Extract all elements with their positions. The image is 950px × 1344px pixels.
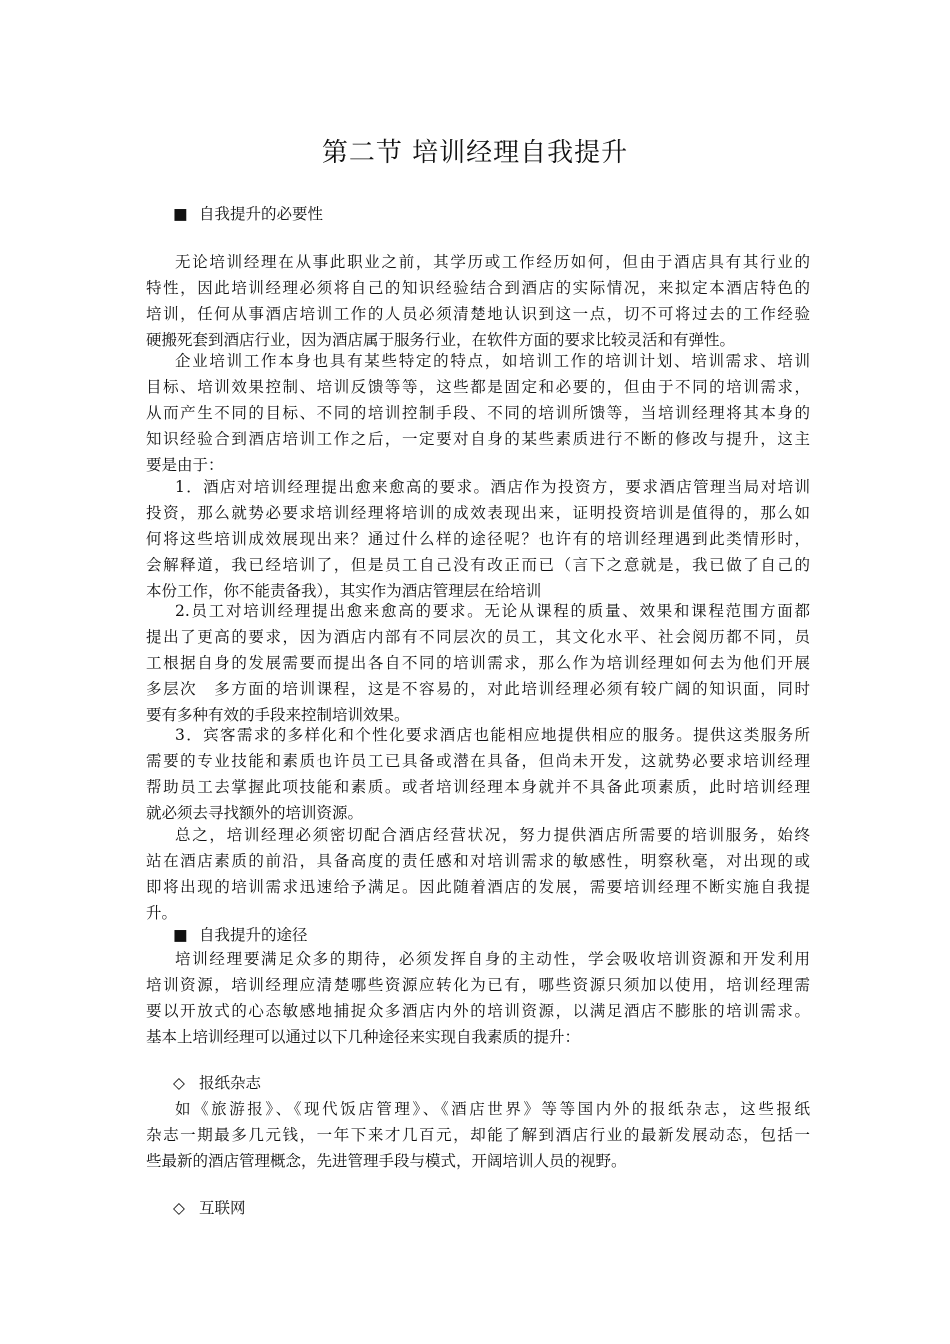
text-line: 帮助员工去掌握此项技能和素质。或者培训经理本身就并不具备此项素质，此时培训经理 [146,778,810,796]
text-line: 需要的专业技能和素质也许员工已具备或潜在具备，但尚未开发，这就势必要求培训经理 [146,752,810,770]
text-line: 即将出现的培训需求迅速给予满足。因此随着酒店的发展，需要培训经理不断实施自我提 [146,878,810,896]
square-bullet-icon: ■ [173,926,188,944]
subsection-heading-text: 报纸杂志 [199,1074,262,1092]
text-line: 要有多种有效的手段来控制培训效果。 [146,706,410,724]
text-line: 提出了更高的要求，因为酒店内部有不同层次的员工，其文化水平、社会阅历都不同，员 [146,628,810,646]
text-line: 无论培训经理在从事此职业之前，其学历或工作经历如何，但由于酒店具有其行业的 [175,253,810,271]
paragraph-3 [146,474,810,604]
text-line: 3．宾客需求的多样化和个性化要求酒店也能相应地提供相应的服务。提供这类服务所 [175,726,810,744]
section-heading-approaches [173,922,308,948]
text-line: 特性，因此培训经理必须将自己的知识经验结合到酒店的实际情况，来拟定本酒店特色的 [146,279,810,297]
text-line: 企业培训工作本身也具有某些特定的特点，如培训工作的培训计划、培训需求、培训 [175,352,810,370]
diamond-bullet-icon: ◇ [173,1199,185,1217]
text-line: 目标、培训效果控制、培训反馈等等，这些都是固定和必要的，但由于不同的培训需求， [146,378,810,396]
text-line: 本份工作，你不能责备我），其实作为酒店管理层在给培训 [146,582,542,600]
paragraph-1 [146,249,810,353]
paragraph-6 [146,822,810,926]
text-line: 从而产生不同的目标、不同的培训控制手段、不同的培训所馈等，当培训经理将其本身的 [146,404,810,422]
text-line: 会解释道，我已经培训了，但是员工自己没有改正而已（言下之意就是，我已做了自己的 [146,556,810,574]
text-line: 总之，培训经理必须密切配合酒店经营状况，努力提供酒店所需要的培训服务，始终 [175,826,810,844]
text-line: 基本上培训经理可以通过以下几种途径来实现自我素质的提升： [146,1028,581,1046]
text-line: 要是由于： [146,456,224,474]
subsection-heading-internet [173,1195,246,1221]
paragraph-2 [146,348,810,478]
text-line: 硬搬死套到酒店行业，因为酒店属于服务行业，在软件方面的要求比较灵活和有弹性。 [146,331,736,349]
text-line: 如《旅游报》、《现代饭店管理》、《酒店世界》等等国内外的报纸杂志，这些报纸 [175,1100,810,1118]
square-bullet-icon: ■ [173,205,188,223]
paragraph-8 [146,1096,810,1174]
diamond-bullet-icon: ◇ [173,1074,185,1092]
text-line: 何将这些培训成效展现出来？通过什么样的途径呢？也许有的培训经理遇到此类情形时， [146,530,810,548]
text-line: 就必须去寻找额外的培训资源。 [146,804,364,822]
text-line: 1．酒店对培训经理提出愈来愈高的要求。酒店作为投资方，要求酒店管理当局对培训 [175,478,810,496]
text-line: 培训资源，培训经理应清楚哪些资源应转化为已有，哪些资源只须加以使用，培训经理需 [146,976,810,994]
text-line: 培训，任何从事酒店培训工作的人员必须清楚地认识到这一点，切不可将过去的工作经验 [146,305,810,323]
text-line: 要以开放式的心态敏感地捕捉众多酒店内外的培训资源，以满足酒店不膨胀的培训需求。 [146,1002,810,1020]
text-line: 培训经理要满足众多的期待，必须发挥自身的主动性，学会吸收培训资源和开发利用 [175,950,810,968]
subsection-heading-newspapers [173,1070,261,1096]
section-heading-necessity [173,201,323,227]
text-line: 多层次 多方面的培训课程，这是不容易的，对此培训经理必须有较广阔的知识面，同时 [146,680,810,698]
text-line: 工根据自身的发展需要而提出各自不同的培训需求，那么作为培训经理如何去为他们开展 [146,654,810,672]
text-line: 升。 [146,904,178,922]
text-line: 些最新的酒店管理概念，先进管理手段与模式，开阔培训人员的视野。 [146,1152,627,1170]
page-title: 第二节 培训经理自我提升 [321,138,629,168]
text-line: 投资，那么就势必要求培训经理将培训的成效表现出来，证明投资培训是值得的，那么如 [146,504,810,522]
section-heading-text: 自我提升的途径 [199,926,308,944]
text-line: 2.员工对培训经理提出愈来愈高的要求。无论从课程的质量、效果和课程范围方面都 [175,602,810,620]
subsection-heading-text: 互联网 [199,1199,246,1217]
section-heading-text: 自我提升的必要性 [199,205,324,223]
paragraph-4 [146,598,810,728]
text-line: 杂志一期最多几元钱，一年下来才几百元，却能了解到酒店行业的最新发展动态，包括一 [146,1126,810,1144]
paragraph-5 [146,722,810,826]
text-line: 站在酒店素质的前沿，具备高度的责任感和对培训需求的敏感性，明察秋毫，对出现的或 [146,852,810,870]
paragraph-7 [146,946,810,1050]
text-line: 知识经验合到酒店培训工作之后，一定要对自身的某些素质进行不断的修改与提升，这主 [146,430,810,448]
